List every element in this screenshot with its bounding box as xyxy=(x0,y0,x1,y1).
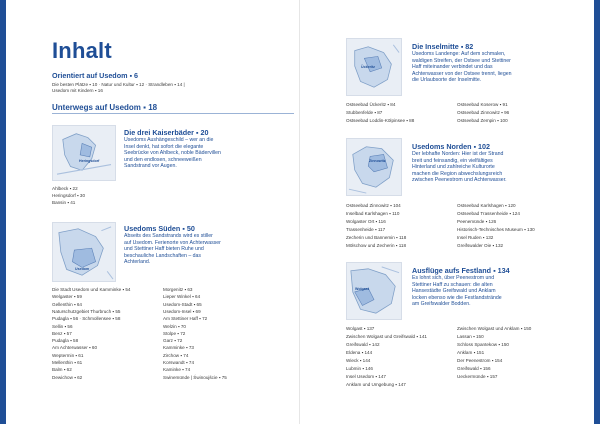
norden-desc-3: Hinterland und zahlreiche Kulturorte xyxy=(412,164,495,170)
right-edge-bar xyxy=(594,0,600,424)
sueden-desc-2: auf Usedom. Ferienorte von Achterwasser xyxy=(124,239,221,246)
kaiserbaeder-map-label: Heringsdorf xyxy=(79,159,100,163)
ausfluege-col1-entry: Greifswald ▪ 142 xyxy=(346,342,380,347)
sueden-col2-entry: Korswandt ▪ 74 xyxy=(163,360,194,365)
inselmitte-map-label: Ückeritz xyxy=(361,65,375,69)
norden-col1-entry: Zecherin und Bannemin ▪ 118 xyxy=(346,235,407,240)
inselmitte-col2-entry: Ostseebad Koserow ▪ 91 xyxy=(457,102,508,107)
inselmitte-col2-entry: Ostseebad Zempin ▪ 100 xyxy=(457,118,508,123)
sueden-col1-entry: Welgaster ▪ 59 xyxy=(52,294,82,300)
ausfluege-col1-entry: Wolgast ▪ 137 xyxy=(346,326,375,331)
inselmitte-col2-entry: Ostseebad Zinnowitz ▪ 96 xyxy=(457,110,510,115)
ausfluege-desc-3: Hansestädte Greifswald und Anklam xyxy=(412,288,496,294)
norden-desc-5: zwischen Peenestrom und Achterwasser. xyxy=(412,177,507,183)
inselmitte-desc-4: Achterwasser von der Ostsee trennt, liegen xyxy=(412,70,512,77)
ausfluege-desc-4: locken ebenso wie die Festlandstrände xyxy=(412,294,502,301)
sueden-map-drawing xyxy=(53,223,115,281)
norden-map-label: Zinnowitz xyxy=(369,159,386,163)
sueden-col1-entry: Weptermin ▪ 61 xyxy=(52,352,84,358)
ausfluege-desc-1: Es lohnt sich, über Peenestrom und xyxy=(412,275,495,281)
norden-desc-1: Der lebhafte Norden: Hier ist der Strand xyxy=(412,151,504,157)
sueden-col2-entry: Garz ▪ 72 xyxy=(163,338,183,344)
ausfluege-map-label: Wolgast xyxy=(355,287,369,291)
kaiserbaeder-place-2: Heringsdorf ▪ 30 xyxy=(52,193,86,198)
norden-col2-entry: Insel Ruden ▪ 132 xyxy=(457,235,494,240)
ausfluege-col2-entry: Greifswald ▪ 156 xyxy=(457,366,491,371)
sueden-heading: Usedoms Süden ▪ 50 xyxy=(124,224,195,233)
ausfluege-col1-entry: Lubmin ▪ 146 xyxy=(346,366,373,371)
inselmitte-col1-entry: Stubbenfelde ▪ 87 xyxy=(346,110,383,115)
sueden-col1-entry: Mellenthin ▪ 61 xyxy=(52,360,83,365)
sueden-map xyxy=(52,222,116,282)
norden-col2-entry: Greifswalder Oie ▪ 132 xyxy=(457,243,504,248)
orient-line-1: Die besten Plätze ▪ 10 · Natur und Kultur ▪ 12 · Strandleben ▪ 14 | xyxy=(52,82,185,87)
norden-heading: Usedoms Norden ▪ 102 xyxy=(412,142,491,151)
ausfluege-col2-entry: Schloss Spantekow ▪ 150 xyxy=(457,342,509,347)
norden-desc-2: breit und feinsandig, ein vielfältiges xyxy=(412,157,493,164)
kaiserbaeder-heading: Die drei Kaiserbäder ▪ 20 xyxy=(124,128,209,137)
inselmitte-desc-2: waldigen Streifen, der Ostsee und Stettiner xyxy=(412,57,511,64)
ausfluege-col1-entry: Insel Usedom ▪ 147 xyxy=(346,374,386,379)
ausfluege-heading: Ausflüge aufs Festland ▪ 134 xyxy=(412,266,510,275)
norden-col1-entry: Mölschow und Zecherin ▪ 118 xyxy=(346,243,407,248)
norden-col2-entry: Peenemünde ▪ 126 xyxy=(457,219,497,224)
inselmitte-heading: Die Inselmitte ▪ 82 xyxy=(412,42,474,51)
norden-col1-entry: Trassenheide ▪ 117 xyxy=(346,227,386,232)
norden-map xyxy=(346,138,402,196)
sueden-col2-entry: Am Stettiner Haff ▪ 72 xyxy=(163,316,208,322)
ausfluege-col2-entry: Anklam ▪ 151 xyxy=(457,350,485,355)
sueden-col1-entry: Die Stadt Usedom und Kamminke ▪ 54 xyxy=(52,287,131,292)
unterwegs-heading: Unterwegs auf Usedom ▪ 18 xyxy=(52,103,158,112)
ausfluege-map-drawing xyxy=(347,263,401,319)
ausfluege-col1-entry: Eldena ▪ 144 xyxy=(346,350,373,355)
kaiserbaeder-desc-5: Sandstrand vor Augen. xyxy=(124,163,177,169)
sueden-col2-entry: Welzin ▪ 70 xyxy=(163,323,186,329)
ausfluege-desc-5: am Greifswalder Bodden. xyxy=(412,301,471,307)
sueden-col2-entry: Kaminke ▪ 74 xyxy=(163,367,191,373)
ausfluege-desc-2: Stettiner Haff zu schauen: die alten xyxy=(412,281,493,288)
ausfluege-col2-entry: Ueckermünde ▪ 157 xyxy=(457,374,498,379)
ausfluege-col2-entry: Der Peenestrom ▪ 154 xyxy=(457,358,503,363)
page-title: Inhalt xyxy=(52,38,112,63)
sueden-col2-entry: Zirchow ▪ 74 xyxy=(163,352,189,358)
inselmitte-col1-entry: Ostseebad Loddin-Kölpinsee ▪ 88 xyxy=(346,118,415,123)
norden-col1-entry: Ostseebad Zinnowitz ▪ 104 xyxy=(346,203,401,208)
kaiserbaeder-desc-4: und den endlosen, schneeweißen xyxy=(124,156,202,163)
norden-col1-entry: Inselbad Karlshagen ▪ 110 xyxy=(346,211,400,216)
sueden-col1-entry: Pudagla ▪ 58 xyxy=(52,338,79,344)
norden-desc-4: machen die Region abwechslungsreich xyxy=(412,170,503,177)
sueden-col1-entry: Dewichow ▪ 62 xyxy=(52,374,83,380)
ausfluege-map xyxy=(346,262,402,320)
kaiserbaeder-desc-1: Usedoms Aushängeschild – wer an die xyxy=(124,137,214,143)
ausfluege-col2-entry: Lassan ▪ 150 xyxy=(457,334,484,339)
kaiserbaeder-place-1: Ahlbeck ▪ 22 xyxy=(52,186,78,191)
sueden-col2-entry: Stolpe ▪ 72 xyxy=(163,330,186,336)
norden-col2-entry: Ostseebad Trassenheide ▪ 124 xyxy=(457,211,520,216)
inselmitte-desc-3: Haff miteinander verbindet und das xyxy=(412,64,493,70)
norden-col2-entry: Historisch-Technisches Museum ▪ 130 xyxy=(457,227,535,232)
orient-heading: Orientiert auf Usedom ▪ 6 xyxy=(52,71,139,80)
kaiserbaeder-desc-3: Seebrücke von Ahlbeck, noble Bädervillen xyxy=(124,150,221,156)
ausfluege-col1-entry: Zwischen Wolgast und Greifswald ▪ 141 xyxy=(346,334,427,339)
sueden-col2-entry: Lieper Winkel ▪ 64 xyxy=(163,294,201,300)
norden-col2-entry: Ostseebad Karlshagen ▪ 120 xyxy=(457,203,516,208)
orient-line-2: Usedom mit Kindern ▪ 16 xyxy=(52,88,103,93)
inselmitte-desc-5: die Urlaubsorte der Inselmitte. xyxy=(412,77,482,83)
inselmitte-map xyxy=(346,38,402,96)
unterwegs-rule xyxy=(52,113,294,114)
inselmitte-col1-entry: Ostseebad Ückeritz ▪ 84 xyxy=(346,102,396,107)
kaiserbaeder-map xyxy=(52,125,116,181)
sueden-col1-entry: Pudagla ▪ 56 · Schmollensee ▪ 58 xyxy=(52,316,121,322)
sueden-col2-entry: Usedom-Stadt ▪ 65 xyxy=(163,301,202,307)
sueden-col1-entry: Gellenthin ▪ 64 xyxy=(52,301,82,307)
kaiserbaeder-desc-2: Insel denkt, hat sofort die elegante xyxy=(124,143,204,150)
sueden-desc-3: und Stettiner Haff bieten Ruhe und xyxy=(124,246,204,252)
sueden-col2-entry: Swinemünde | Świnoujście ▪ 75 xyxy=(163,374,227,380)
sueden-col2-entry: Morgenitz ▪ 63 xyxy=(163,287,193,292)
sueden-map-label: Usedom xyxy=(75,267,90,271)
right-page xyxy=(300,0,594,424)
sueden-desc-5: Achterland. xyxy=(124,259,151,265)
sueden-col2-entry: Kamminke ▪ 73 xyxy=(163,345,194,351)
sueden-col1-entry: Sellin ▪ 56 xyxy=(52,323,73,329)
sueden-col1-entry: Balm ▪ 62 xyxy=(52,367,72,373)
inselmitte-desc-1: Usedoms Landenge: Auf dem schmalen, xyxy=(412,51,506,57)
left-page xyxy=(6,0,299,424)
ausfluege-col1-entry: Anklam und Umgebung ▪ 147 xyxy=(346,382,406,387)
sueden-desc-1: Abseits des Sandstrands wird es stiller xyxy=(124,233,213,239)
sueden-col2-entry: Usedom-Insel ▪ 69 xyxy=(163,308,201,314)
sueden-desc-4: beschauliche Landschaften – das xyxy=(124,252,202,259)
kaiserbaeder-map-drawing xyxy=(53,126,115,180)
kaiserbaeder-place-3: Bansin ▪ 41 xyxy=(52,200,76,205)
norden-col1-entry: Wolgaster Ort ▪ 116 xyxy=(346,219,386,224)
ausfluege-col2-entry: Zwischen Wolgast und Anklam ▪ 150 xyxy=(457,326,532,331)
ausfluege-col1-entry: Wieck ▪ 144 xyxy=(346,358,371,363)
norden-map-drawing xyxy=(347,139,401,195)
sueden-col1-entry: Benz ▪ 57 xyxy=(52,330,72,336)
sueden-col1-entry: Naturschutzgebiet Thurbruch ▪ 55 xyxy=(52,308,121,314)
sueden-col1-entry: Am Achterwasser ▪ 60 xyxy=(52,345,98,351)
